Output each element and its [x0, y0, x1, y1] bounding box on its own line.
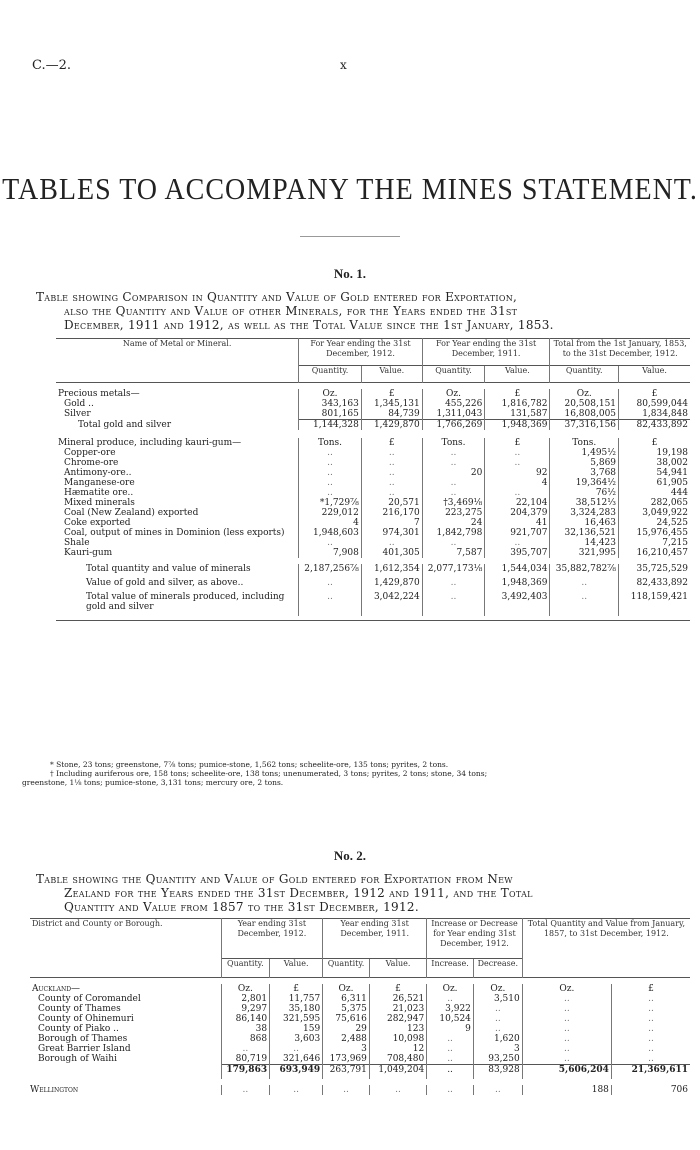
table-cell: .. [473, 1014, 522, 1024]
table-row [30, 1054, 690, 1065]
table-cell: 321,646 [270, 1054, 323, 1065]
col-header-quantity: Quantity. [323, 958, 370, 977]
table-cell: .. [427, 1044, 474, 1054]
table-cell: .. [611, 994, 690, 1004]
row-label: Chrome-ore [64, 458, 119, 468]
page-reference: C.—2. [32, 58, 72, 73]
row-label: Great Barrier Island [38, 1044, 131, 1054]
table-cell: 11,757 [270, 994, 323, 1004]
table-cell: 16,463 [550, 518, 619, 528]
table-cell: 7,908 [299, 548, 362, 558]
table-cell: 10,098 [369, 1034, 426, 1044]
table-cell: 16,210,457 [619, 548, 690, 558]
table-cell: .. [611, 1034, 690, 1044]
row-label: Total value of minerals produced, including gold and silver [86, 592, 285, 612]
section-heading: Mineral produce, including kauri-gum— [58, 438, 242, 448]
table-row [56, 498, 690, 508]
table-cell: 20,508,151 [550, 399, 619, 409]
table-cell: .. [361, 448, 422, 458]
table-cell: 38,002 [619, 458, 690, 468]
table-cell: 86,140 [221, 1014, 270, 1024]
wellington-row [30, 1085, 690, 1095]
table-cell: .. [422, 578, 485, 592]
table-cell: 229,012 [299, 508, 362, 518]
row-label: Antimony-ore.. [64, 468, 132, 478]
table-row [56, 564, 690, 578]
table-cell: 7 [361, 518, 422, 528]
total-cell: 1,948,369 [485, 420, 550, 431]
table-cell: 216,170 [361, 508, 422, 518]
total-cell: .. [427, 1065, 474, 1079]
table-cell: 84,739 [361, 409, 422, 420]
table-cell: 223,275 [422, 508, 485, 518]
table-cell: .. [485, 488, 550, 498]
table-row [56, 409, 690, 420]
total-cell: 1,144,328 [299, 420, 362, 431]
row-label: Mixed minerals [64, 498, 135, 508]
page-number: x [340, 58, 347, 72]
table-cell: .. [485, 448, 550, 458]
table-row [30, 1004, 690, 1014]
col-header-value: Value. [619, 366, 690, 383]
table-cell: 3,510 [473, 994, 522, 1004]
unit-label: £ [485, 389, 550, 399]
table-cell: 3 [323, 1044, 370, 1054]
table-cell: .. [270, 1085, 323, 1095]
table-cell: .. [299, 488, 362, 498]
table-cell: 9 [427, 1024, 474, 1034]
table-cell: 1,834,848 [619, 409, 690, 420]
row-label: Total quantity and value of minerals [86, 564, 251, 574]
unit-label: £ [611, 984, 690, 994]
footnote: † Including auriferous ore, 158 tons; scheelite-ore, 138 tons; unenumerated, 3 tons; pyrites, 2 tons; stone, 34 tons; [50, 769, 488, 778]
unit-label: Oz. [427, 984, 474, 994]
table-cell: .. [422, 458, 485, 468]
table-cell: .. [422, 538, 485, 548]
table-cell: .. [299, 578, 362, 592]
table-cell: 1,948,369 [485, 578, 550, 592]
table-cell: 61,905 [619, 478, 690, 488]
table-cell: 26,521 [369, 994, 426, 1004]
table-cell: 12 [369, 1044, 426, 1054]
table-cell: 75,616 [323, 1014, 370, 1024]
unit-label: Tons. [422, 438, 485, 448]
table-cell: 1,429,870 [361, 578, 422, 592]
table-cell: .. [299, 458, 362, 468]
total-cell: 1,766,269 [422, 420, 485, 431]
row-label: County of Thames [38, 1004, 121, 1014]
table-cell: 401,305 [361, 548, 422, 558]
unit-label: Oz. [422, 389, 485, 399]
caption-line: Table showing Comparison in Quantity and Value of Gold entered for Exportation, [36, 290, 518, 304]
table-cell: .. [611, 1004, 690, 1014]
table-cell: 118,159,421 [619, 592, 690, 616]
total-cell: 21,369,611 [611, 1065, 690, 1079]
table-cell: .. [361, 488, 422, 498]
table-cell: 80,599,044 [619, 399, 690, 409]
unit-label: Oz. [522, 984, 611, 994]
table-cell: .. [611, 1014, 690, 1024]
table-cell: 24,525 [619, 518, 690, 528]
table-cell: 3,922 [427, 1004, 474, 1014]
table-row [56, 538, 690, 548]
table-cell: 444 [619, 488, 690, 498]
table-cell: .. [522, 1024, 611, 1034]
table1-number: No. 1. [333, 266, 367, 281]
table-row [30, 1044, 690, 1054]
total-cell: 83,928 [473, 1065, 522, 1079]
table-cell: 5,375 [323, 1004, 370, 1014]
total-cell: 82,433,892 [619, 420, 690, 431]
col-header-quantity: Quantity. [299, 366, 362, 383]
col-header-decrease: Decrease. [473, 958, 522, 977]
total-label: Total gold and silver [78, 419, 171, 430]
auckland-rows [30, 994, 690, 1065]
table-cell: .. [550, 578, 619, 592]
table-cell: .. [485, 458, 550, 468]
table-cell: 14,423 [550, 538, 619, 548]
table-cell: 16,808,005 [550, 409, 619, 420]
table-cell: 2,077,173⅛ [422, 564, 485, 578]
unit-label: Oz. [221, 984, 270, 994]
unit-label: Oz. [299, 389, 362, 399]
table-cell: .. [485, 538, 550, 548]
total-cell: 693,949 [270, 1065, 323, 1079]
table-cell: 35,882,782⅞ [550, 564, 619, 578]
table-cell: .. [299, 478, 362, 488]
table-cell: 22,104 [485, 498, 550, 508]
table-cell: 3,049,922 [619, 508, 690, 518]
table-cell: .. [299, 448, 362, 458]
col-header-district: District and County or Borough. [32, 919, 163, 928]
table-cell: .. [427, 1085, 474, 1095]
table-row [56, 448, 690, 458]
table-cell: 2,187,256⅞ [299, 564, 362, 578]
unit-label: £ [619, 438, 690, 448]
table-cell: 21,023 [369, 1004, 426, 1014]
table-cell: .. [422, 488, 485, 498]
divider [300, 236, 400, 237]
table-cell: .. [611, 1044, 690, 1054]
table-cell: .. [522, 1034, 611, 1044]
table-cell: 20,571 [361, 498, 422, 508]
caption-line: Quantity and Value from 1857 to the 31st December, 1912. [64, 900, 419, 914]
table-cell: .. [323, 1085, 370, 1095]
row-label: Manganese-ore [64, 478, 135, 488]
table-cell: .. [270, 1044, 323, 1054]
table-cell: 282,947 [369, 1014, 426, 1024]
table-cell: .. [299, 538, 362, 548]
table-row [56, 578, 690, 592]
table-cell: .. [361, 458, 422, 468]
caption-line: also the Quantity and Value of other Minerals, for the Years ended the 31st [64, 304, 518, 318]
table-cell: 3,768 [550, 468, 619, 478]
unit-label: £ [361, 438, 422, 448]
precious-rows [56, 399, 690, 420]
row-label: Coke exported [64, 518, 131, 528]
table-row [30, 1014, 690, 1024]
table-cell: .. [361, 468, 422, 478]
row-label: Wellington [30, 1084, 79, 1095]
page-title: TABLES TO ACCOMPANY THE MINES STATEMENT. [2, 172, 698, 207]
table-cell: 1,544,034 [485, 564, 550, 578]
table-cell: 706 [611, 1085, 690, 1095]
table-cell: 131,587 [485, 409, 550, 420]
table-cell: .. [473, 1024, 522, 1034]
row-label: Borough of Waihi [38, 1054, 117, 1064]
table-cell: 93,250 [473, 1054, 522, 1065]
table-cell: 708,480 [369, 1054, 426, 1065]
col-header-value: Value. [270, 958, 323, 977]
table-cell: .. [522, 1054, 611, 1065]
table-cell: 321,995 [550, 548, 619, 558]
col-header-value: Value. [361, 366, 422, 383]
col-header-quantity: Quantity. [422, 366, 485, 383]
footnote: * Stone, 23 tons; greenstone, 7⅞ tons; pumice-stone, 1,562 tons; scheelite-ore, 135 tons; pyrites, 2 tons. [50, 760, 449, 769]
table-cell: 123 [369, 1024, 426, 1034]
table-row [56, 458, 690, 468]
table-row [56, 468, 690, 478]
table-row [56, 548, 690, 558]
table-cell: 159 [270, 1024, 323, 1034]
table-cell: 7,587 [422, 548, 485, 558]
table-row [56, 592, 690, 616]
table-cell: 3 [473, 1044, 522, 1054]
col-header-quantity: Quantity. [221, 958, 270, 977]
table-cell: .. [522, 1014, 611, 1024]
table-cell: 2,801 [221, 994, 270, 1004]
table-cell: 3,324,283 [550, 508, 619, 518]
table-cell: .. [522, 994, 611, 1004]
unit-label: Oz. [323, 984, 370, 994]
table-cell: 3,042,224 [361, 592, 422, 616]
table-cell: 321,595 [270, 1014, 323, 1024]
total-cell: 1,429,870 [361, 420, 422, 431]
table-cell: .. [522, 1044, 611, 1054]
table-cell: 1,842,798 [422, 528, 485, 538]
section-heading: Precious metals— [58, 389, 140, 399]
table-cell: 801,165 [299, 409, 362, 420]
table-cell: 868 [221, 1034, 270, 1044]
mineral-rows [56, 448, 690, 558]
caption-line: December, 1911 and 1912, as well as the Total Value since the 1st January, 1853. [64, 318, 554, 332]
col-header-1911: Year ending 31st December, 1911. [323, 919, 427, 959]
footnote: greenstone, 1⅛ tons; pumice-stone, 3,131 tons; mercury ore, 2 tons. [22, 778, 284, 787]
row-label: Hæmatite ore.. [64, 488, 134, 498]
unit-label: £ [485, 438, 550, 448]
table1-footnotes [22, 760, 682, 787]
table-cell: 9,297 [221, 1004, 270, 1014]
unit-label: £ [270, 984, 323, 994]
table1-caption [36, 290, 666, 332]
table-cell: 395,707 [485, 548, 550, 558]
row-label: Borough of Thames [38, 1034, 128, 1044]
table-cell: 3,603 [270, 1034, 323, 1044]
table-cell: 4 [485, 478, 550, 488]
unit-label: Tons. [299, 438, 362, 448]
table-cell: 282,065 [619, 498, 690, 508]
total-cell: 37,316,156 [550, 420, 619, 431]
table-cell: 1,311,043 [422, 409, 485, 420]
table-cell: .. [361, 478, 422, 488]
row-label: Gold .. [64, 399, 94, 409]
col-header-1912: For Year ending the 31st December, 1912. [299, 339, 422, 366]
col-header-value: Value. [485, 366, 550, 383]
unit-label: Oz. [473, 984, 522, 994]
table-cell: .. [422, 448, 485, 458]
table-cell: 38 [221, 1024, 270, 1034]
unit-label: Tons. [550, 438, 619, 448]
table-cell: 15,976,455 [619, 528, 690, 538]
table-cell: 1,612,354 [361, 564, 422, 578]
table-cell: .. [427, 1054, 474, 1065]
row-label: County of Ohinemuri [38, 1014, 134, 1024]
table-cell: 1,620 [473, 1034, 522, 1044]
row-label: Shale [64, 538, 90, 548]
row-label: Value of gold and silver, as above.. [86, 578, 244, 588]
table-cell: 24 [422, 518, 485, 528]
total-cell: 5,606,204 [522, 1065, 611, 1079]
table-row [56, 528, 690, 538]
table-row [56, 478, 690, 488]
table-cell: 204,379 [485, 508, 550, 518]
table-cell: .. [299, 592, 362, 616]
caption-line: Table showing the Quantity and Value of Gold entered for Exportation from New [36, 872, 513, 886]
table-cell: .. [427, 994, 474, 1004]
table-cell: *1,729⅞ [299, 498, 362, 508]
table-cell: .. [361, 538, 422, 548]
table-cell: 32,136,521 [550, 528, 619, 538]
table-cell: .. [473, 1004, 522, 1014]
table-row [56, 399, 690, 409]
table-cell: 19,364½ [550, 478, 619, 488]
table-cell: 1,948,603 [299, 528, 362, 538]
table-cell: .. [422, 478, 485, 488]
table-cell: .. [522, 1004, 611, 1014]
table-cell: .. [221, 1044, 270, 1054]
table-cell: .. [611, 1024, 690, 1034]
caption-line: Zealand for the Years ended the 31st December, 1912 and 1911, and the Total [64, 886, 533, 900]
col-header-change: Increase or Decrease for Year ending 31st December, 1912. [427, 919, 523, 959]
table-cell: 76½ [550, 488, 619, 498]
row-label: County of Piako .. [38, 1024, 119, 1034]
region-heading: Auckland— [32, 984, 81, 994]
row-label: Copper-ore [64, 448, 116, 458]
table-cell: .. [427, 1034, 474, 1044]
unit-label: £ [369, 984, 426, 994]
total-cell: 263,791 [323, 1065, 370, 1079]
unit-label: Oz. [550, 389, 619, 399]
table-cell: 10,524 [427, 1014, 474, 1024]
col-header-total: Total Quantity and Value from January, 1857, to 31st December, 1912. [522, 919, 690, 978]
table-cell: 54,941 [619, 468, 690, 478]
col-header-value: Value. [369, 958, 426, 977]
table-cell: .. [422, 592, 485, 616]
total-cell: 179,863 [221, 1065, 270, 1079]
col-header-quantity: Quantity. [550, 366, 619, 383]
row-label: Silver [64, 409, 91, 419]
table-cell: 92 [485, 468, 550, 478]
table-cell: 7,215 [619, 538, 690, 548]
table-cell: 6,311 [323, 994, 370, 1004]
row-label: Coal (New Zealand) exported [64, 508, 199, 518]
table-cell: .. [611, 1054, 690, 1065]
table-row [30, 1024, 690, 1034]
table-cell: 29 [323, 1024, 370, 1034]
unit-label: £ [619, 389, 690, 399]
table-cell: .. [369, 1085, 426, 1095]
table2 [30, 918, 690, 1095]
table1 [56, 338, 690, 621]
table-cell: 173,969 [323, 1054, 370, 1065]
total-cell: 1,049,204 [369, 1065, 426, 1079]
table-cell: 20 [422, 468, 485, 478]
table-cell: 19,198 [619, 448, 690, 458]
table-cell: 1,345,131 [361, 399, 422, 409]
table-cell: .. [473, 1085, 522, 1095]
table2-caption [36, 872, 666, 914]
total-rows [56, 564, 690, 616]
col-header-total: Total from the 1st January, 1853, to the 31st December, 1912. [550, 339, 690, 366]
col-header-1911: For Year ending the 31st December, 1911. [422, 339, 550, 366]
row-label: Coal, output of mines in Dominion (less exports) [64, 528, 285, 538]
col-header-1912: Year ending 31st December, 1912. [221, 919, 323, 959]
table-row [30, 1085, 690, 1095]
unit-label: £ [361, 389, 422, 399]
table-cell: 1,495½ [550, 448, 619, 458]
table-cell: 80,719 [221, 1054, 270, 1065]
table-cell: 455,226 [422, 399, 485, 409]
table-cell: 921,707 [485, 528, 550, 538]
table-row [56, 518, 690, 528]
table-row [30, 994, 690, 1004]
table-cell: †3,469⅛ [422, 498, 485, 508]
table-cell: 82,433,892 [619, 578, 690, 592]
table-cell: .. [299, 468, 362, 478]
row-label: Kauri-gum [64, 548, 113, 558]
table-cell: 974,301 [361, 528, 422, 538]
table-cell: .. [221, 1085, 270, 1095]
table-cell: 4 [299, 518, 362, 528]
table-cell: 35,725,529 [619, 564, 690, 578]
col-header-increase: Increase. [427, 958, 474, 977]
table-cell: 2,488 [323, 1034, 370, 1044]
row-label: County of Coromandel [38, 994, 141, 1004]
table-row [30, 1034, 690, 1044]
table-cell: 38,512⅓ [550, 498, 619, 508]
table-cell: 5,869 [550, 458, 619, 468]
table-cell: 41 [485, 518, 550, 528]
table-cell: 343,163 [299, 399, 362, 409]
table-cell: .. [550, 592, 619, 616]
table-cell: 3,492,403 [485, 592, 550, 616]
table-cell: 188 [522, 1085, 611, 1095]
table2-number: No. 2. [333, 848, 367, 863]
table-row [56, 508, 690, 518]
table-cell: 1,816,782 [485, 399, 550, 409]
table-row [56, 488, 690, 498]
col-header-name: Name of Metal or Mineral. [122, 339, 232, 348]
table-cell: 35,180 [270, 1004, 323, 1014]
